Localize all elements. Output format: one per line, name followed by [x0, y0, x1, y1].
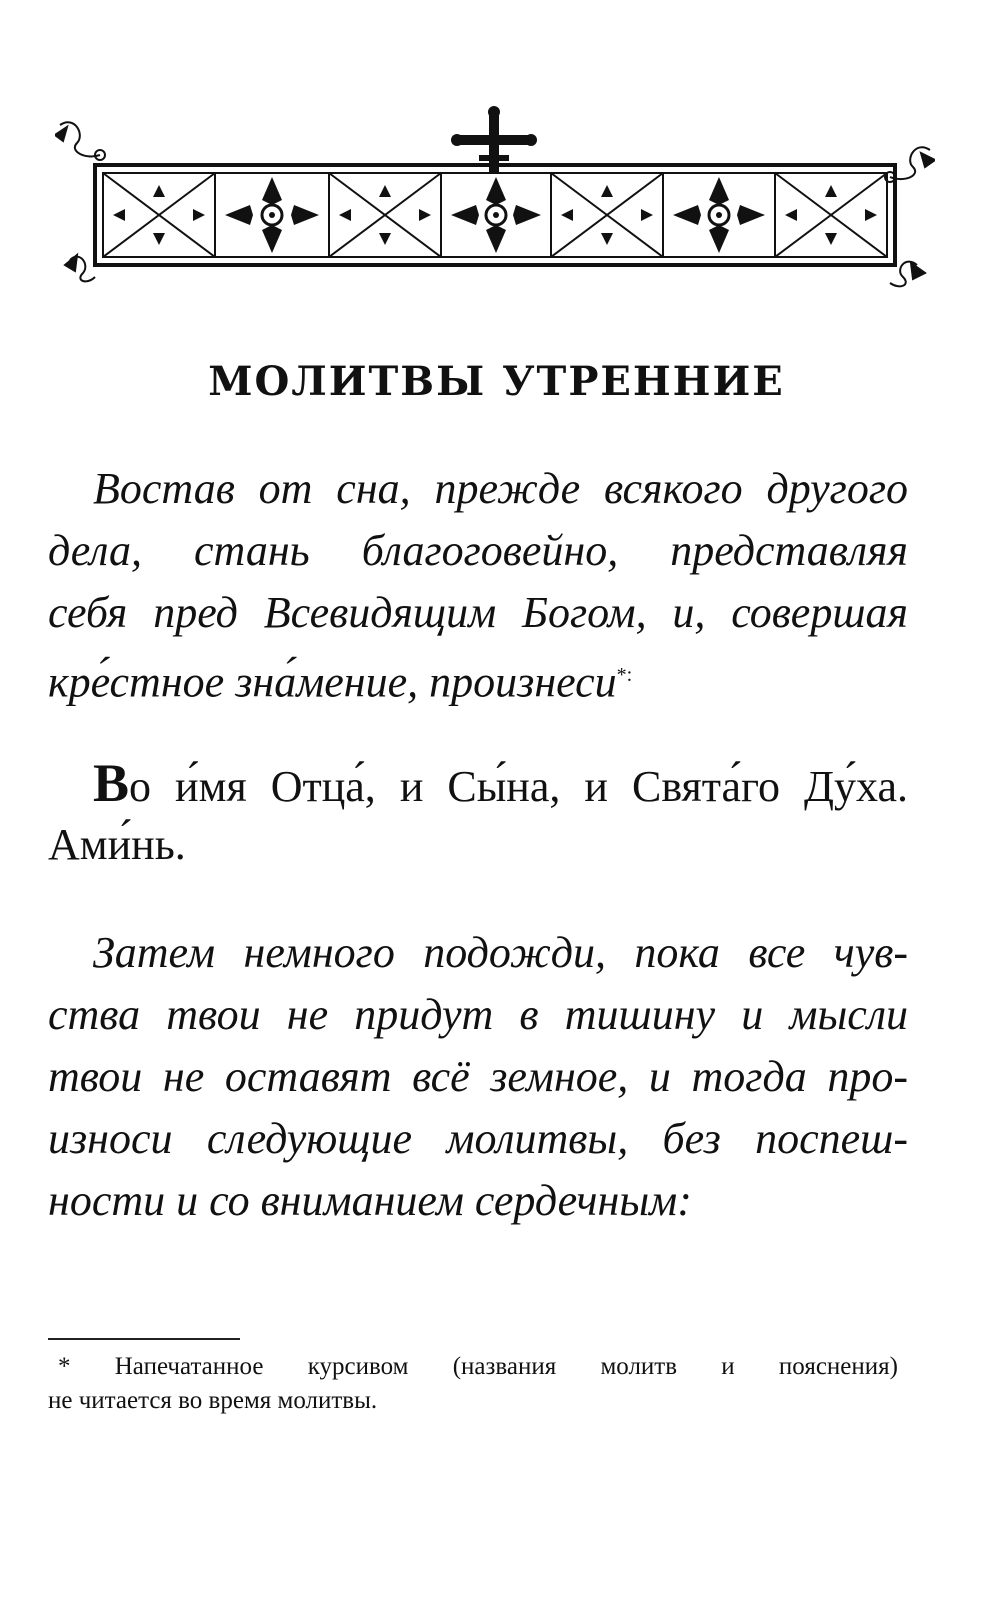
footnote-divider: [48, 1338, 240, 1340]
instruction-paragraph-2: [48, 922, 908, 1232]
cross-icon: [451, 106, 537, 172]
footnote: [48, 1350, 898, 1418]
text-line: себя пред Всевидящим Богом, и, совершая: [48, 588, 908, 637]
footnote-line: * Напечатанное курсивом (названия молитв и пояснения): [58, 1353, 898, 1380]
decorative-header-ornament: [55, 105, 935, 310]
prayer-line-rest: о и́мя Отца́, и Сы́на, и Свята́го Ду́ха.: [129, 762, 908, 811]
prayer-line: [48, 752, 908, 814]
prayer-line: Ами́нь.: [48, 820, 186, 869]
text-line: ности и со вниманием сердечным:: [48, 1176, 692, 1225]
text-line: износи следующие молитвы, без поспеш-: [48, 1114, 908, 1163]
prayer-paragraph: [48, 752, 908, 876]
text-line: [48, 644, 908, 706]
text-line: дела, стань благоговейно, представляя: [48, 526, 908, 575]
text-line: твои не оставят всё земное, и тогда про-: [48, 1052, 908, 1101]
text-line: ства твои не придут в тишину и мысли: [48, 990, 908, 1039]
instruction-paragraph-1: [48, 458, 908, 706]
footnote-marker: *:: [616, 664, 633, 686]
frieze-band: [95, 165, 895, 265]
text-line-content: кре́стное зна́мение, произнеси: [48, 657, 617, 707]
text-line: Востав от сна, прежде всякого другого: [93, 464, 908, 513]
drop-initial: В: [93, 753, 130, 813]
text-line: Затем немного подожди, пока все чув-: [93, 928, 908, 977]
footnote-line: не читается во время молитвы.: [48, 1387, 378, 1414]
page-title: МОЛИТВЫ УТРЕННИЕ: [208, 358, 785, 405]
